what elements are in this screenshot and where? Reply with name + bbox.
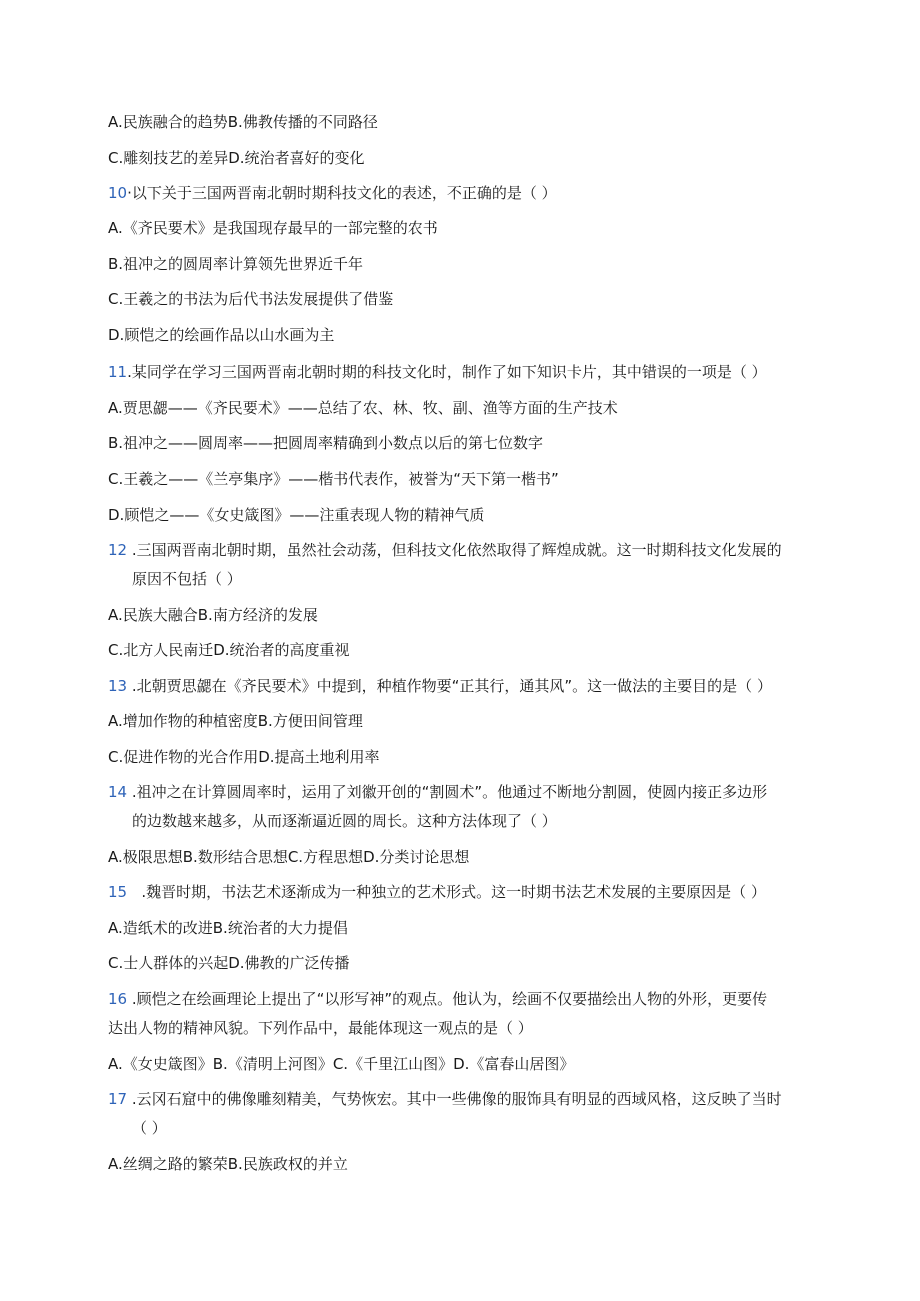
question-16: 16 .顾恺之在绘画理论上提出了“以形写神”的观点。他认为，绘画不仅要描绘出人物的外形，更要传	[108, 990, 768, 1008]
question-continuation: 原因不包括（ ）	[132, 570, 242, 588]
option-line: A.极限思想B.数形结合思想C.方程思想D.分类讨论思想	[108, 848, 470, 866]
option-line: A.《女史箴图》B.《清明上河图》C.《千里江山图》D.《富春山居图》	[108, 1055, 575, 1073]
question-continuation: （ ）	[132, 1119, 167, 1137]
option-line: A.贾思勰——《齐民要术》——总结了农、林、牧、副、渔等方面的生产技术	[108, 399, 618, 417]
option-line: C.王羲之的书法为后代书法发展提供了借鉴	[108, 290, 394, 308]
question-number: 12	[108, 541, 128, 559]
option-line: A.民族大融合B.南方经济的发展	[108, 606, 318, 624]
option-line: B.祖冲之的圆周率计算领先世界近千年	[108, 255, 364, 273]
question-number: 16	[108, 990, 128, 1008]
question-number: 11	[108, 363, 128, 381]
question-15: 15 .魏晋时期，书法艺术逐渐成为一种独立的艺术形式。这一时期书法艺术发展的主要原因是（ ）	[108, 883, 766, 901]
option-line: A.民族融合的趋势B.佛教传播的不同路径	[108, 113, 378, 131]
option-line: C.王羲之——《兰亭集序》——楷书代表作，被誉为“天下第一楷书”	[108, 470, 559, 488]
question-number: 10	[108, 184, 128, 202]
option-line: A.造纸术的改进B.统治者的大力提倡	[108, 919, 348, 937]
option-line: C.士人群体的兴起D.佛教的广泛传播	[108, 954, 350, 972]
option-line: C.雕刻技艺的差异D.统治者喜好的变化	[108, 149, 365, 167]
question-number: 15	[108, 883, 128, 901]
option-line: D.顾恺之的绘画作品以山水画为主	[108, 326, 335, 344]
question-14: 14 .祖冲之在计算圆周率时，运用了刘徽开创的“割圆术”。他通过不断地分割圆，使圆内接正多边形	[108, 783, 768, 801]
option-line: C.促进作物的光合作用D.提高土地利用率	[108, 748, 380, 766]
option-line: D.顾恺之——《女史箴图》——注重表现人物的精神气质	[108, 506, 485, 524]
question-continuation: 的边数越来越多，从而逐渐逼近圆的周长。这种方法体现了（ ）	[132, 812, 557, 830]
option-line: B.祖冲之——圆周率——把圆周率精确到小数点以后的第七位数字	[108, 434, 544, 452]
question-12: 12 .三国两晋南北朝时期，虽然社会动荡，但科技文化依然取得了辉煌成就。这一时期科技文化发展的	[108, 541, 782, 559]
question-number: 14	[108, 783, 128, 801]
question-17: 17 .云冈石窟中的佛像雕刻精美，气势恢宏。其中一些佛像的服饰具有明显的西域风格，这反映了当时	[108, 1090, 782, 1108]
option-line: A.增加作物的种植密度B.方便田间管理	[108, 712, 363, 730]
question-number: 17	[108, 1090, 128, 1108]
question-number: 13	[108, 677, 128, 695]
option-line: C.北方人民南迁D.统治者的高度重视	[108, 641, 350, 659]
question-10: 10·以下关于三国两晋南北朝时期科技文化的表述，不正确的是（ ）	[108, 184, 557, 202]
question-11: 11.某同学在学习三国两晋南北朝时期的科技文化时，制作了如下知识卡片，其中错误的一项是（ ）	[108, 363, 767, 381]
option-line: A.丝绸之路的繁荣B.民族政权的并立	[108, 1155, 348, 1173]
option-line: A.《齐民要术》是我国现存最早的一部完整的农书	[108, 219, 438, 237]
question-continuation: 达出人物的精神风貌。下列作品中，最能体现这一观点的是（ ）	[108, 1019, 533, 1037]
question-13: 13 .北朝贾思勰在《齐民要术》中提到，种植作物要“正其行，通其风”。这一做法的主要目的是（ ）	[108, 677, 772, 695]
